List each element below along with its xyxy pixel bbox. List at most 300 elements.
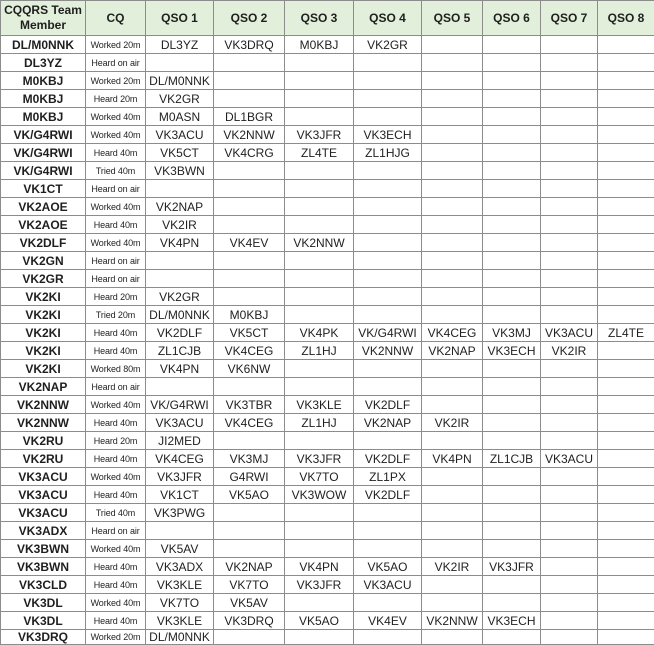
qso-cell — [483, 378, 541, 396]
qso-cell: ZL1HJ — [285, 342, 354, 360]
qso-cell — [483, 576, 541, 594]
qso-cell: VK5AO — [285, 612, 354, 630]
qso-cell: VK4PN — [285, 558, 354, 576]
qso-cell: VK4CEG — [214, 342, 285, 360]
qso-cell: VK5CT — [146, 144, 214, 162]
column-header-qso-7: QSO 7 — [541, 1, 598, 36]
qso-cell — [541, 414, 598, 432]
member-callsign-cell: VK3BWN — [1, 558, 86, 576]
qso-cell: VK3KLE — [285, 396, 354, 414]
qso-cell — [483, 234, 541, 252]
member-callsign-cell: DL3YZ — [1, 54, 86, 72]
qso-cell — [285, 306, 354, 324]
qso-cell: ZL1HJG — [354, 144, 422, 162]
qso-cell — [541, 54, 598, 72]
qso-cell — [422, 306, 483, 324]
qso-cell — [214, 270, 285, 288]
qso-cell — [422, 54, 483, 72]
qso-cell: VK2IR — [422, 558, 483, 576]
qso-cell — [214, 432, 285, 450]
cq-status-cell: Worked 40m — [86, 108, 146, 126]
qso-cell — [598, 432, 654, 450]
qso-cell — [422, 396, 483, 414]
table-row — [1, 450, 654, 468]
qso-cell: M0KBJ — [214, 306, 285, 324]
column-header-qso-3: QSO 3 — [285, 1, 354, 36]
qso-cell: VK5AO — [354, 558, 422, 576]
qso-cell — [214, 54, 285, 72]
qso-cell — [598, 594, 654, 612]
member-callsign-cell: VK2AOE — [1, 198, 86, 216]
qso-cell — [598, 378, 654, 396]
member-callsign-cell: VK2NNW — [1, 414, 86, 432]
qso-cell — [285, 180, 354, 198]
qso-cell — [354, 522, 422, 540]
qso-cell — [598, 72, 654, 90]
qso-cell: ZL4TE — [285, 144, 354, 162]
qso-cell: VK/G4RWI — [354, 324, 422, 342]
qso-cell — [285, 504, 354, 522]
qso-cell: VK3JFR — [285, 576, 354, 594]
qso-cell — [541, 504, 598, 522]
qso-cell — [541, 468, 598, 486]
qso-cell: VK5CT — [214, 324, 285, 342]
qso-cell: VK3ECH — [483, 612, 541, 630]
table-row — [1, 90, 654, 108]
table-row — [1, 216, 654, 234]
qso-cell — [598, 270, 654, 288]
qso-cell — [422, 378, 483, 396]
member-callsign-cell: VK2AOE — [1, 216, 86, 234]
qso-cell — [214, 504, 285, 522]
qso-cell — [146, 522, 214, 540]
qso-cell: M0ASN — [146, 108, 214, 126]
qso-cell: VK3DRQ — [214, 612, 285, 630]
qso-cell — [285, 162, 354, 180]
qso-cell: VK7TO — [285, 468, 354, 486]
member-callsign-cell: VK2GN — [1, 252, 86, 270]
qso-cell: VK2IR — [146, 216, 214, 234]
qso-cell — [354, 270, 422, 288]
cq-status-cell: Worked 40m — [86, 540, 146, 558]
qso-cell: VK4PK — [285, 324, 354, 342]
qso-cell — [483, 594, 541, 612]
qso-cell: ZL1CJB — [483, 450, 541, 468]
cq-status-cell: Worked 40m — [86, 468, 146, 486]
cq-status-cell: Heard 40m — [86, 558, 146, 576]
qso-cell — [541, 36, 598, 54]
table-row — [1, 594, 654, 612]
table-row — [1, 486, 654, 504]
table-row — [1, 432, 654, 450]
qso-cell — [483, 162, 541, 180]
qso-cell — [483, 270, 541, 288]
qso-cell — [483, 288, 541, 306]
qso-cell: VK3ACU — [146, 126, 214, 144]
qso-cell — [354, 360, 422, 378]
qso-cell — [354, 180, 422, 198]
member-callsign-cell: VK3DL — [1, 594, 86, 612]
qso-cell — [598, 162, 654, 180]
qso-cell: VK2NAP — [422, 342, 483, 360]
qso-cell — [422, 432, 483, 450]
qso-cell: VK1CT — [146, 486, 214, 504]
cq-status-cell: Heard 40m — [86, 144, 146, 162]
qso-cell — [285, 252, 354, 270]
qso-cell — [285, 288, 354, 306]
qso-cell — [541, 558, 598, 576]
qso-cell: VK/G4RWI — [146, 396, 214, 414]
table-row — [1, 234, 654, 252]
qso-cell: VK2GR — [146, 90, 214, 108]
cq-status-cell: Heard 20m — [86, 90, 146, 108]
qso-cell: VK4PN — [146, 360, 214, 378]
qso-cell — [483, 468, 541, 486]
qso-cell — [541, 630, 598, 645]
qso-cell — [285, 270, 354, 288]
table-row — [1, 522, 654, 540]
qso-cell: VK5AV — [146, 540, 214, 558]
qso-cell — [285, 630, 354, 645]
qso-cell — [422, 270, 483, 288]
qso-cell: VK3ACU — [541, 450, 598, 468]
member-callsign-cell: VK2RU — [1, 432, 86, 450]
qso-cell — [285, 54, 354, 72]
qso-cell — [598, 108, 654, 126]
qso-cell — [422, 216, 483, 234]
cq-status-cell: Worked 40m — [86, 396, 146, 414]
member-callsign-cell: M0KBJ — [1, 108, 86, 126]
qso-cell: DL3YZ — [146, 36, 214, 54]
qso-cell — [214, 72, 285, 90]
qso-cell — [354, 504, 422, 522]
table-row — [1, 180, 654, 198]
qso-cell — [541, 540, 598, 558]
table-row — [1, 576, 654, 594]
qso-cell — [214, 378, 285, 396]
qso-cell — [541, 396, 598, 414]
qso-cell — [541, 144, 598, 162]
cq-status-cell: Worked 40m — [86, 594, 146, 612]
qso-cell — [541, 612, 598, 630]
qso-cell: VK7TO — [146, 594, 214, 612]
qso-cell: VK3MJ — [483, 324, 541, 342]
qso-cell — [483, 108, 541, 126]
qso-cell — [422, 594, 483, 612]
qso-cell — [422, 36, 483, 54]
qso-cell — [422, 288, 483, 306]
qso-cell — [146, 54, 214, 72]
qso-cell — [354, 54, 422, 72]
qso-cell — [598, 306, 654, 324]
qso-cell — [483, 180, 541, 198]
qso-cell: VK2DLF — [354, 396, 422, 414]
column-header-qso-4: QSO 4 — [354, 1, 422, 36]
qso-cell — [598, 216, 654, 234]
qso-cell: VK3PWG — [146, 504, 214, 522]
cq-status-cell: Heard 20m — [86, 288, 146, 306]
qso-cell — [598, 504, 654, 522]
cq-status-cell: Worked 80m — [86, 360, 146, 378]
qso-cell — [354, 630, 422, 645]
table-row — [1, 288, 654, 306]
qso-cell — [483, 144, 541, 162]
qso-cell — [422, 108, 483, 126]
cq-status-cell: Heard 40m — [86, 216, 146, 234]
qso-cell — [354, 378, 422, 396]
qso-cell — [285, 90, 354, 108]
qso-cell — [354, 288, 422, 306]
qso-cell — [483, 252, 541, 270]
table-row — [1, 540, 654, 558]
table-row — [1, 360, 654, 378]
qso-cell — [598, 144, 654, 162]
qso-cell — [354, 540, 422, 558]
qso-cell — [422, 540, 483, 558]
qso-cell — [483, 126, 541, 144]
qso-cell — [483, 54, 541, 72]
qso-cell — [483, 522, 541, 540]
qso-cell: ZL4TE — [598, 324, 654, 342]
table-row — [1, 306, 654, 324]
member-callsign-cell: VK2GR — [1, 270, 86, 288]
qso-cell: VK3JFR — [285, 126, 354, 144]
qso-cell — [541, 90, 598, 108]
qso-cell — [354, 108, 422, 126]
qso-cell — [541, 432, 598, 450]
qso-cell: VK3ACU — [354, 576, 422, 594]
qso-cell — [483, 540, 541, 558]
member-callsign-cell: VK2KI — [1, 288, 86, 306]
qso-cell — [541, 198, 598, 216]
qso-cell — [483, 306, 541, 324]
qso-cell — [354, 198, 422, 216]
qso-cell — [483, 72, 541, 90]
qso-cell — [214, 288, 285, 306]
cq-status-cell: Heard on air — [86, 522, 146, 540]
qso-cell — [354, 252, 422, 270]
member-callsign-cell: VK3ACU — [1, 486, 86, 504]
cq-status-cell: Tried 40m — [86, 162, 146, 180]
qso-cell — [541, 576, 598, 594]
qso-cell: DL/M0NNK — [146, 306, 214, 324]
table-row — [1, 378, 654, 396]
qso-cell — [285, 522, 354, 540]
qso-cell: VK4CEG — [146, 450, 214, 468]
qso-cell: VK3DRQ — [214, 36, 285, 54]
qso-cell — [146, 252, 214, 270]
qso-cell — [285, 72, 354, 90]
table-body — [1, 36, 654, 645]
qso-cell: VK2NNW — [285, 234, 354, 252]
qso-cell: VK2IR — [541, 342, 598, 360]
table-row — [1, 468, 654, 486]
qso-cell: VK5AV — [214, 594, 285, 612]
member-callsign-cell: M0KBJ — [1, 90, 86, 108]
qso-cell — [483, 360, 541, 378]
qso-cell: VK7TO — [214, 576, 285, 594]
cq-status-cell: Heard 40m — [86, 486, 146, 504]
qso-cell — [483, 486, 541, 504]
qso-cell — [598, 288, 654, 306]
qso-cell: VK3WOW — [285, 486, 354, 504]
qso-cell — [541, 216, 598, 234]
table-row — [1, 414, 654, 432]
qso-cell — [541, 270, 598, 288]
qso-cell — [422, 180, 483, 198]
qso-cell — [285, 216, 354, 234]
qso-cell — [598, 54, 654, 72]
qso-cell: VK2DLF — [146, 324, 214, 342]
qso-cell: DL1BGR — [214, 108, 285, 126]
cq-status-cell: Tried 20m — [86, 306, 146, 324]
qso-cell: VK3KLE — [146, 612, 214, 630]
qso-cell: VK6NW — [214, 360, 285, 378]
qso-cell: VK2NAP — [214, 558, 285, 576]
qso-cell — [422, 576, 483, 594]
qso-cell — [422, 468, 483, 486]
qso-cell — [422, 198, 483, 216]
qso-cell — [422, 486, 483, 504]
qso-cell — [483, 198, 541, 216]
qso-cell — [214, 522, 285, 540]
table-row — [1, 162, 654, 180]
table-row — [1, 558, 654, 576]
qso-cell: VK4CEG — [214, 414, 285, 432]
qso-cell — [422, 234, 483, 252]
qso-cell: VK2GR — [146, 288, 214, 306]
cq-status-cell: Worked 40m — [86, 198, 146, 216]
qso-cell: VK2DLF — [354, 486, 422, 504]
qso-cell — [598, 342, 654, 360]
qso-cell — [214, 180, 285, 198]
qso-cell: JI2MED — [146, 432, 214, 450]
qso-cell — [598, 360, 654, 378]
qso-cell: VK2NNW — [214, 126, 285, 144]
qso-cell — [146, 180, 214, 198]
qso-cell — [541, 306, 598, 324]
member-callsign-cell: VK3ACU — [1, 468, 86, 486]
qso-cell: VK4PN — [422, 450, 483, 468]
table-row — [1, 108, 654, 126]
member-callsign-cell: VK/G4RWI — [1, 162, 86, 180]
qso-cell — [422, 504, 483, 522]
member-callsign-cell: VK3ACU — [1, 504, 86, 522]
column-header-qso-1: QSO 1 — [146, 1, 214, 36]
cq-status-cell: Worked 20m — [86, 630, 146, 645]
qso-cell — [146, 270, 214, 288]
member-callsign-cell: VK2DLF — [1, 234, 86, 252]
qso-cell — [422, 630, 483, 645]
member-callsign-cell: VK2KI — [1, 360, 86, 378]
cq-status-cell: Heard 40m — [86, 342, 146, 360]
qso-cell — [598, 252, 654, 270]
qso-cell: VK4EV — [354, 612, 422, 630]
qso-cell: G4RWI — [214, 468, 285, 486]
column-header-member: CQQRS Team Member — [1, 1, 86, 36]
qso-cell — [214, 540, 285, 558]
qso-cell — [598, 576, 654, 594]
member-callsign-cell: VK3BWN — [1, 540, 86, 558]
table-row — [1, 630, 654, 645]
qso-cell: VK3JFR — [146, 468, 214, 486]
table-row — [1, 54, 654, 72]
member-callsign-cell: VK2NAP — [1, 378, 86, 396]
qso-cell — [285, 540, 354, 558]
qso-cell: VK2GR — [354, 36, 422, 54]
qso-cell: DL/M0NNK — [146, 630, 214, 645]
qso-cell: DL/M0NNK — [146, 72, 214, 90]
table-row — [1, 324, 654, 342]
member-callsign-cell: VK2NNW — [1, 396, 86, 414]
column-header-qso-5: QSO 5 — [422, 1, 483, 36]
qso-cell — [354, 72, 422, 90]
qso-cell — [541, 108, 598, 126]
qso-cell — [598, 198, 654, 216]
qso-cell — [214, 630, 285, 645]
column-header-qso-2: QSO 2 — [214, 1, 285, 36]
member-callsign-cell: VK3DL — [1, 612, 86, 630]
cq-status-cell: Heard on air — [86, 180, 146, 198]
qso-cell — [285, 378, 354, 396]
table-row — [1, 252, 654, 270]
column-header-cq: CQ — [86, 1, 146, 36]
qso-cell — [354, 594, 422, 612]
qso-cell: VK4CRG — [214, 144, 285, 162]
member-callsign-cell: VK/G4RWI — [1, 126, 86, 144]
qso-cell: VK4PN — [146, 234, 214, 252]
qso-cell: VK3ECH — [483, 342, 541, 360]
cq-status-cell: Heard 40m — [86, 414, 146, 432]
qso-cell — [483, 216, 541, 234]
qso-cell: VK4CEG — [422, 324, 483, 342]
qso-cell — [598, 36, 654, 54]
qso-cell — [354, 234, 422, 252]
cq-status-cell: Heard on air — [86, 270, 146, 288]
qso-cell: VK3ACU — [541, 324, 598, 342]
member-callsign-cell: VK2RU — [1, 450, 86, 468]
member-callsign-cell: M0KBJ — [1, 72, 86, 90]
qso-cell — [598, 468, 654, 486]
member-callsign-cell: VK3CLD — [1, 576, 86, 594]
qso-cell: VK2DLF — [354, 450, 422, 468]
qso-cell — [598, 90, 654, 108]
qso-cell — [598, 450, 654, 468]
qso-cell: VK2NAP — [146, 198, 214, 216]
qso-cell: M0KBJ — [285, 36, 354, 54]
table-row — [1, 144, 654, 162]
qso-cell — [483, 504, 541, 522]
qso-cell — [541, 360, 598, 378]
qso-cell: VK3MJ — [214, 450, 285, 468]
table-row — [1, 36, 654, 54]
table-row — [1, 270, 654, 288]
cq-status-cell: Heard on air — [86, 378, 146, 396]
table-row — [1, 126, 654, 144]
qso-cell — [598, 522, 654, 540]
cq-status-cell: Heard 40m — [86, 450, 146, 468]
member-callsign-cell: VK3DRQ — [1, 630, 86, 645]
qso-cell — [214, 90, 285, 108]
table-row — [1, 198, 654, 216]
qso-cell — [598, 630, 654, 645]
qso-cell: VK3JFR — [285, 450, 354, 468]
cq-status-cell: Heard on air — [86, 252, 146, 270]
cq-status-cell: Worked 40m — [86, 126, 146, 144]
column-header-qso-8: QSO 8 — [598, 1, 654, 36]
qso-cell — [541, 252, 598, 270]
qso-cell: VK2NNW — [354, 342, 422, 360]
